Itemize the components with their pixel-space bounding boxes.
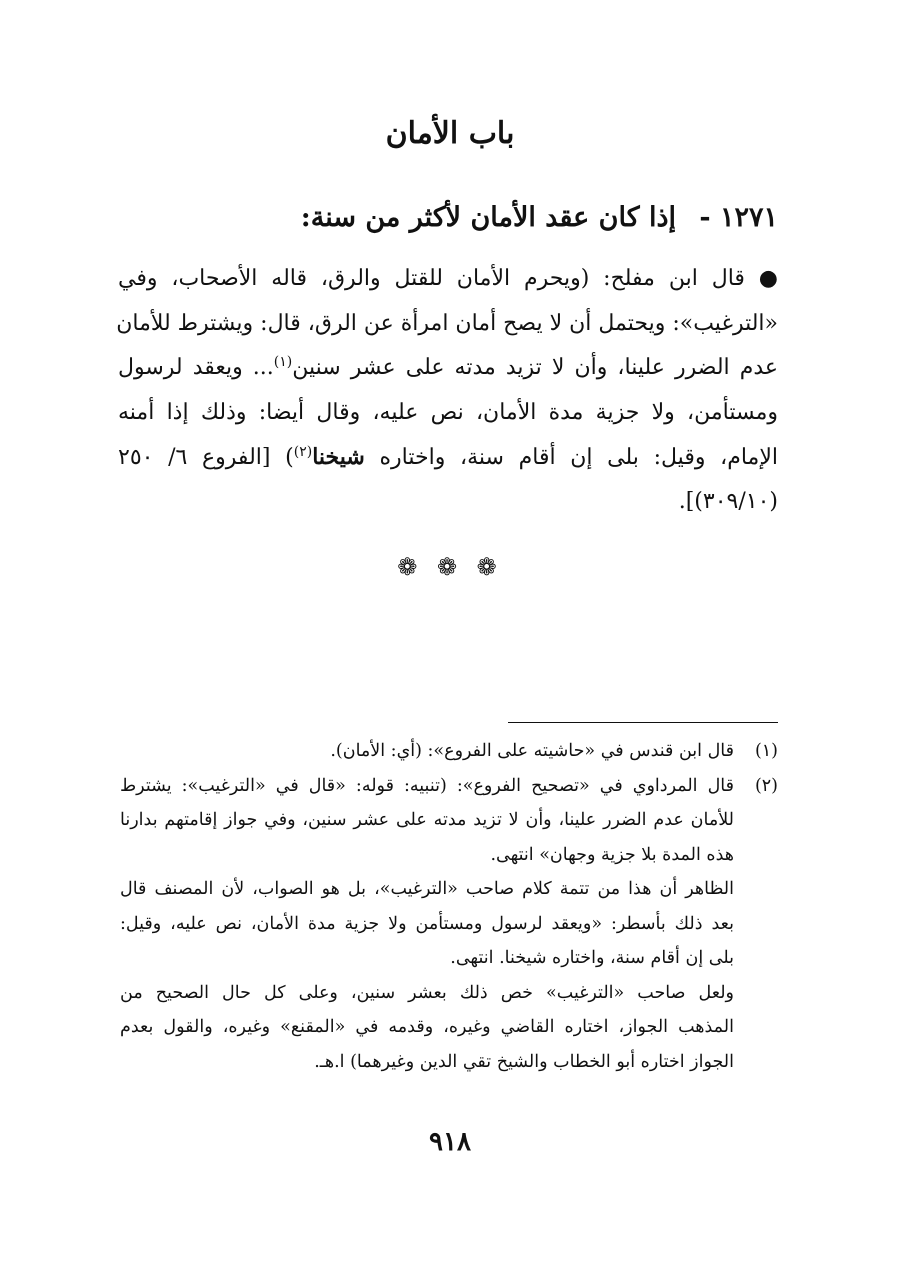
footnote-separator [508, 722, 778, 723]
footnote-number: (١) [754, 741, 778, 761]
footnote-line: الجواز اختاره أبو الخطاب والشيخ تقي الدين وغيرهما) ا.هـ. [314, 1051, 734, 1072]
main-text-segment: عدم الضرر علينا، وأن لا تزيد مدته على عشر سنين [292, 355, 778, 381]
main-text-line: ● قال ابن مفلح: (ويحرم الأمان للقتل والرق، قاله الأصحاب، وفي [118, 266, 778, 291]
footnote-line: للأمان عدم الضرر علينا، وأن لا تزيد مدته على عشر سنين، وفي جواز إقامتهم بدارنا [120, 810, 734, 830]
footnote-reference-1[interactable]: (١) [273, 354, 293, 371]
footnote-1 [120, 734, 778, 769]
footnote-reference-2[interactable]: (٢) [293, 444, 313, 461]
main-text-line: «الترغيب»: ويحتمل أن لا يصح أمان امرأة عن الرق، قال: ويشترط للأمان [116, 310, 778, 336]
footnote-line: المذهب الجواز، اختاره القاضي وغيره، وقدمه في «المقنع» وغيره، والقول بعدم [120, 1017, 734, 1037]
footnote-number: (٢) [754, 775, 778, 796]
footnote-line: ولعل صاحب «الترغيب» خص ذلك بعشر سنين، وعلى كل حال الصحيح من [120, 982, 734, 1003]
main-text-segment: ) [الفروع ٦/ ٢٥٠ [118, 445, 294, 471]
main-text [118, 257, 778, 525]
footnote-line: قال ابن قندس في «حاشيته على الفروع»: (أي: الأمان). [330, 741, 734, 761]
section-divider-ornaments: ❁ ❁ ❁ [397, 553, 503, 581]
chapter-title: باب الأمان [385, 116, 515, 151]
main-text-line [118, 435, 778, 480]
footnotes [120, 734, 778, 1079]
main-text-segment: الإمام، وقيل: بلى إن أقام سنة، واختاره [364, 445, 778, 471]
footnote-line: الظاهر أن هذا من تتمة كلام صاحب «الترغيب»، بل هو الصواب، لأن المصنف قال [120, 879, 734, 899]
main-text-bold-name: شيخنا [312, 444, 365, 471]
main-text-line [118, 346, 778, 391]
page-number: ٩١٨ [429, 1127, 471, 1157]
main-text-segment: ... ويعقد لرسول [118, 355, 274, 381]
entry-heading [118, 196, 778, 240]
footnote-2 [120, 769, 778, 1080]
entry-heading-text: إذا كان عقد الأمان لأكثر من سنة: [300, 202, 676, 233]
footnote-line: هذه المدة بلا جزية وجهان» انتهى. [490, 844, 734, 865]
footnote-line: قال المرداوي في «تصحيح الفروع»: (تنبيه: قوله: «قال في «الترغيب»: يشترط [120, 775, 734, 796]
footnote-line: بعد ذلك بأسطر: «ويعقد لرسول ومستأمن ولا جزية مدة الأمان، نص عليه، وقيل: [120, 913, 734, 934]
main-text-line: (٣٠٩/١٠)]. [678, 488, 778, 514]
entry-number: ١٢٧١ - [699, 202, 778, 233]
footnote-line: بلى إن أقام سنة، واختاره شيخنا. انتهى. [450, 948, 734, 968]
main-text-line: ومستأمن، ولا جزية مدة الأمان، نص عليه، وقال أيضا: وذلك إذا أمنه [118, 399, 778, 425]
